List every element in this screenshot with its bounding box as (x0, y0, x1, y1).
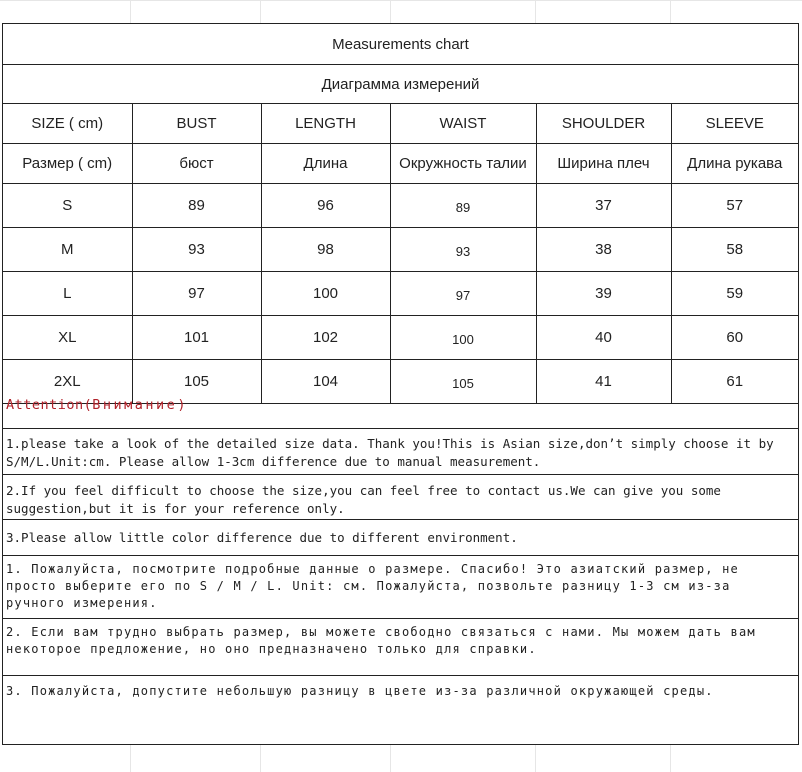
sleeve-cell: 58 (671, 228, 798, 272)
size-cell: XL (3, 316, 132, 360)
waist-cell: 100 (390, 316, 536, 360)
length-cell: 98 (261, 228, 390, 272)
attention-heading (3, 384, 798, 429)
note-ru-3: 3. Пожалуйста, допустите небольшую разницу в цвете из-за различной окружающей среды. (6, 684, 714, 698)
table-row (3, 272, 798, 316)
note-ru-2: 2. Если вам трудно выбрать размер, вы можете свободно связаться с нами. Мы можем дать вам некоторое предложение, но оно предназначено только для справки. (3, 619, 798, 676)
length-cell: 96 (261, 184, 390, 228)
bust-cell: 93 (132, 228, 261, 272)
shoulder-cell: 37 (536, 184, 671, 228)
attention-close: ) (177, 397, 186, 413)
header-cell: Длина (261, 144, 390, 184)
waist-cell: 89 (390, 184, 536, 228)
note-en-1: 1.please take a look of the detailed size data. Thank you!This is Asian size,don’t simply choose it by S/M/L.Unit:cm. Please allow 1-3cm difference due to manual measurement. (3, 429, 798, 475)
note-en-2: 2.If you feel difficult to choose the size,you can feel free to contact us.We can give you some suggestion,but it is for your reference only. (3, 475, 798, 520)
waist-cell: 93 (390, 228, 536, 272)
bust-cell: 105 (132, 360, 261, 404)
bust-cell: 101 (132, 316, 261, 360)
chart-title-en (3, 24, 798, 65)
header-cell: BUST (132, 104, 261, 144)
header-cell: Окружность талии (390, 144, 536, 184)
header-cell: LENGTH (261, 104, 390, 144)
table-row (3, 316, 798, 360)
sleeve-cell: 61 (671, 360, 798, 404)
shoulder-cell: 41 (536, 360, 671, 404)
header-cell: Длина рукава (671, 144, 798, 184)
measurements-sheet (2, 23, 799, 745)
chart-title-ru (3, 65, 798, 104)
header-cell: SIZE ( cm) (3, 104, 132, 144)
header-row-en (3, 104, 798, 144)
length-cell: 100 (261, 272, 390, 316)
bust-cell: 97 (132, 272, 261, 316)
bust-cell: 89 (132, 184, 261, 228)
note-ru-1: 1. Пожалуйста, посмотрите подробные данные о размере. Спасибо! Это азиатский размер, не просто выберите его по S / M / L. Unit: см. Пожалуйста, позвольте разницу 1-3 см из-за ручного измерения. (3, 556, 798, 619)
header-cell: SHOULDER (536, 104, 671, 144)
shoulder-cell: 38 (536, 228, 671, 272)
header-cell: WAIST (390, 104, 536, 144)
size-cell: M (3, 228, 132, 272)
sleeve-cell: 59 (671, 272, 798, 316)
waist-cell: 105 (390, 360, 536, 404)
size-cell: S (3, 184, 132, 228)
note-en-3: 3.Please allow little color difference due to different environment. (3, 520, 798, 556)
header-cell: SLEEVE (671, 104, 798, 144)
attention-label (6, 397, 186, 413)
chart-title-ru-text: Диаграмма измерений (321, 75, 480, 93)
header-cell: бюст (132, 144, 261, 184)
length-cell: 102 (261, 316, 390, 360)
waist-cell: 97 (390, 272, 536, 316)
size-table (3, 104, 798, 404)
length-cell: 104 (261, 360, 390, 404)
chart-title-en-text: Measurements chart (332, 35, 469, 53)
notes-section (3, 384, 798, 723)
attention-en: Attention( (6, 397, 93, 413)
header-row-ru (3, 144, 798, 184)
size-cell: 2XL (3, 360, 132, 404)
header-cell: Размер ( cm) (3, 144, 132, 184)
shoulder-cell: 40 (536, 316, 671, 360)
sleeve-cell: 60 (671, 316, 798, 360)
table-row (3, 184, 798, 228)
table-row (3, 228, 798, 272)
shoulder-cell: 39 (536, 272, 671, 316)
size-cell: L (3, 272, 132, 316)
attention-ru: Внимание (92, 397, 178, 413)
sleeve-cell: 57 (671, 184, 798, 228)
header-cell: Ширина плеч (536, 144, 671, 184)
